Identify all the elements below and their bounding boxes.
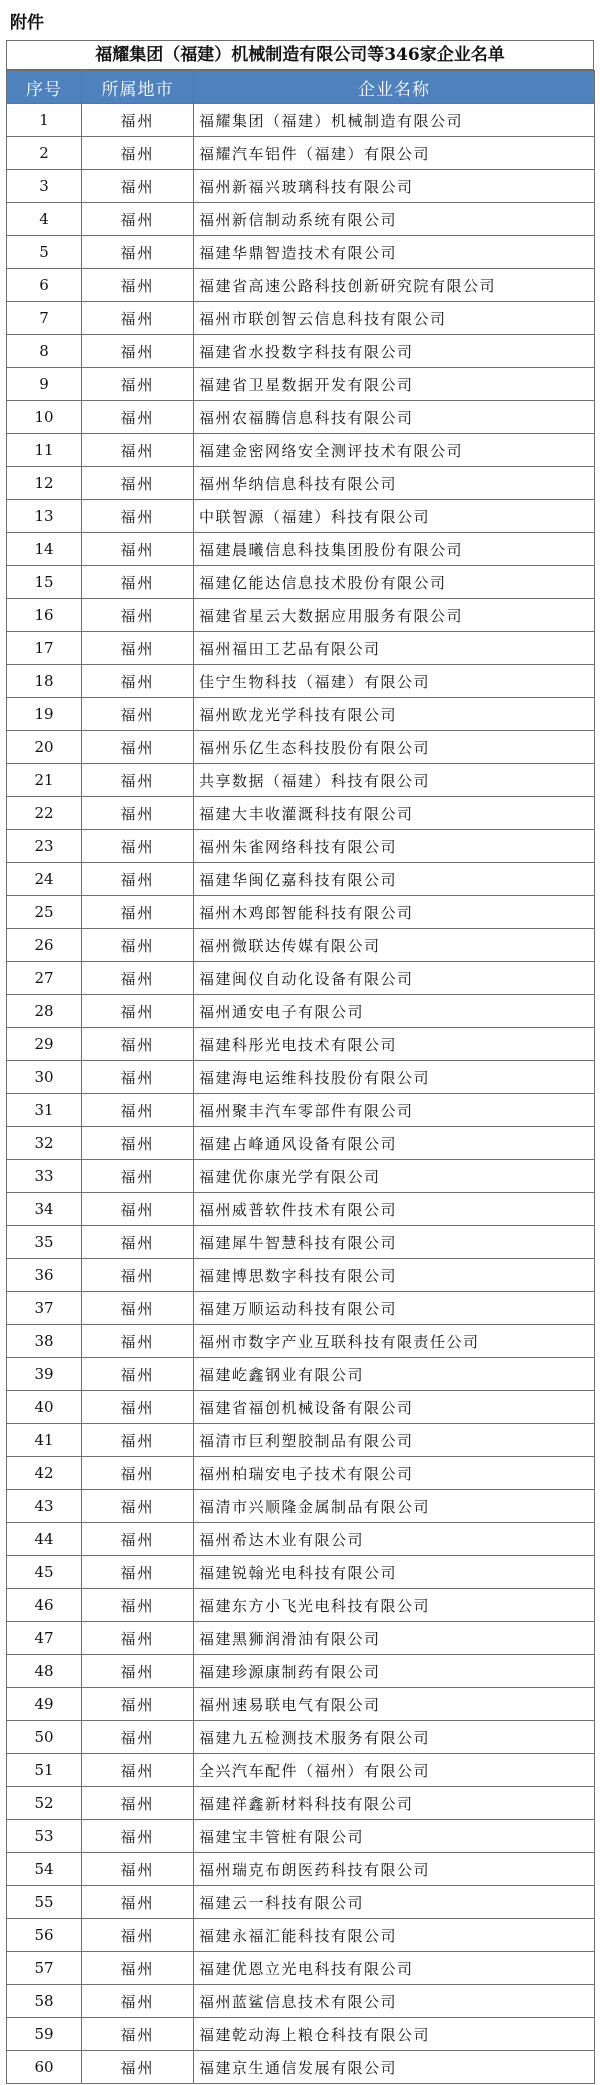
row-serial-number: 50: [7, 1721, 82, 1754]
row-company-name: 福建金密网络安全测评技术有限公司: [194, 434, 595, 467]
row-company-name: 福建优恩立光电科技有限公司: [194, 1952, 595, 1985]
table-row: [7, 1061, 595, 1094]
row-serial-number: 5: [7, 236, 82, 269]
row-company-name: 福建科彤光电技术有限公司: [194, 1028, 595, 1061]
row-serial-number: 13: [7, 500, 82, 533]
table-row: [7, 236, 595, 269]
row-company-name: 福建锐翰光电科技有限公司: [194, 1556, 595, 1589]
table-row: [7, 1820, 595, 1853]
row-city: 福州: [82, 1457, 194, 1490]
row-serial-number: 25: [7, 896, 82, 929]
row-serial-number: 43: [7, 1490, 82, 1523]
row-serial-number: 19: [7, 698, 82, 731]
row-city: 福州: [82, 929, 194, 962]
row-company-name: 福耀汽车铝件（福建）有限公司: [194, 137, 595, 170]
row-city: 福州: [82, 1193, 194, 1226]
row-serial-number: 9: [7, 368, 82, 401]
table-header-row: [7, 71, 595, 104]
row-city: 福州: [82, 1655, 194, 1688]
row-company-name: 福州通安电子有限公司: [194, 995, 595, 1028]
row-city: 福州: [82, 1160, 194, 1193]
row-serial-number: 29: [7, 1028, 82, 1061]
row-company-name: 福州市数字产业互联科技有限责任公司: [194, 1325, 595, 1358]
row-serial-number: 16: [7, 599, 82, 632]
row-company-name: 福清市巨利塑胶制品有限公司: [194, 1424, 595, 1457]
row-serial-number: 24: [7, 863, 82, 896]
row-serial-number: 15: [7, 566, 82, 599]
row-serial-number: 32: [7, 1127, 82, 1160]
row-serial-number: 22: [7, 797, 82, 830]
table-row: [7, 566, 595, 599]
row-company-name: 福州柏瑞安电子技术有限公司: [194, 1457, 595, 1490]
row-city: 福州: [82, 467, 194, 500]
table-row: [7, 1358, 595, 1391]
table-row: [7, 1424, 595, 1457]
row-company-name: 福建宝丰管桩有限公司: [194, 1820, 595, 1853]
row-city: 福州: [82, 764, 194, 797]
table-row: [7, 1886, 595, 1919]
row-city: 福州: [82, 830, 194, 863]
row-company-name: 福建大丰收灌溉科技有限公司: [194, 797, 595, 830]
row-serial-number: 1: [7, 104, 82, 137]
row-city: 福州: [82, 1391, 194, 1424]
row-serial-number: 35: [7, 1226, 82, 1259]
row-company-name: 全兴汽车配件（福州）有限公司: [194, 1754, 595, 1787]
row-city: 福州: [82, 170, 194, 203]
row-company-name: 福建博思数字科技有限公司: [194, 1259, 595, 1292]
table-row: [7, 500, 595, 533]
row-company-name: 福建京生通信发展有限公司: [194, 2051, 595, 2084]
row-company-name: 佳宁生物科技（福建）有限公司: [194, 665, 595, 698]
row-company-name: 福建永福汇能科技有限公司: [194, 1919, 595, 1952]
row-serial-number: 12: [7, 467, 82, 500]
table-row: [7, 1226, 595, 1259]
row-city: 福州: [82, 698, 194, 731]
row-company-name: 福清市兴顺隆金属制品有限公司: [194, 1490, 595, 1523]
row-city: 福州: [82, 203, 194, 236]
table-row: [7, 1622, 595, 1655]
row-serial-number: 7: [7, 302, 82, 335]
row-city: 福州: [82, 434, 194, 467]
table-row: [7, 533, 595, 566]
row-city: 福州: [82, 335, 194, 368]
table-row: [7, 896, 595, 929]
row-city: 福州: [82, 1490, 194, 1523]
row-company-name: 共享数据（福建）科技有限公司: [194, 764, 595, 797]
row-company-name: 福建华闽亿嘉科技有限公司: [194, 863, 595, 896]
row-serial-number: 30: [7, 1061, 82, 1094]
row-serial-number: 18: [7, 665, 82, 698]
row-serial-number: 49: [7, 1688, 82, 1721]
row-city: 福州: [82, 1226, 194, 1259]
row-company-name: 福州新信制动系统有限公司: [194, 203, 595, 236]
row-serial-number: 33: [7, 1160, 82, 1193]
row-city: 福州: [82, 302, 194, 335]
row-serial-number: 41: [7, 1424, 82, 1457]
row-serial-number: 10: [7, 401, 82, 434]
row-serial-number: 46: [7, 1589, 82, 1622]
table-row: [7, 1589, 595, 1622]
row-serial-number: 54: [7, 1853, 82, 1886]
row-serial-number: 27: [7, 962, 82, 995]
row-serial-number: 26: [7, 929, 82, 962]
row-company-name: 福建省星云大数据应用服务有限公司: [194, 599, 595, 632]
table-row: [7, 2018, 595, 2051]
row-city: 福州: [82, 368, 194, 401]
row-company-name: 福建省水投数字科技有限公司: [194, 335, 595, 368]
table-row: [7, 1028, 595, 1061]
table-body: [7, 104, 595, 2084]
row-city: 福州: [82, 632, 194, 665]
document-title: 福耀集团（福建）机械制造有限公司等346家企业名单: [6, 40, 594, 70]
row-company-name: 福建祥鑫新材料科技有限公司: [194, 1787, 595, 1820]
table-row: [7, 1985, 595, 2018]
row-city: 福州: [82, 1127, 194, 1160]
row-serial-number: 4: [7, 203, 82, 236]
row-serial-number: 34: [7, 1193, 82, 1226]
row-company-name: 福建九五检测技术服务有限公司: [194, 1721, 595, 1754]
row-city: 福州: [82, 401, 194, 434]
row-company-name: 福州新福兴玻璃科技有限公司: [194, 170, 595, 203]
row-company-name: 福州木鸡郎智能科技有限公司: [194, 896, 595, 929]
table-row: [7, 104, 595, 137]
row-company-name: 福州聚丰汽车零部件有限公司: [194, 1094, 595, 1127]
row-serial-number: 8: [7, 335, 82, 368]
row-city: 福州: [82, 1028, 194, 1061]
row-company-name: 福州乐亿生态科技股份有限公司: [194, 731, 595, 764]
row-company-name: 福建黑狮润滑油有限公司: [194, 1622, 595, 1655]
row-city: 福州: [82, 1523, 194, 1556]
table-row: [7, 170, 595, 203]
row-serial-number: 31: [7, 1094, 82, 1127]
row-serial-number: 37: [7, 1292, 82, 1325]
table-row: [7, 1853, 595, 1886]
row-serial-number: 59: [7, 2018, 82, 2051]
row-city: 福州: [82, 896, 194, 929]
row-company-name: 福州蓝鲨信息技术有限公司: [194, 1985, 595, 2018]
row-company-name: 福建犀牛智慧科技有限公司: [194, 1226, 595, 1259]
table-row: [7, 467, 595, 500]
table-row: [7, 1919, 595, 1952]
row-serial-number: 39: [7, 1358, 82, 1391]
row-city: 福州: [82, 797, 194, 830]
row-serial-number: 47: [7, 1622, 82, 1655]
enterprise-table: [6, 70, 595, 2084]
row-company-name: 福建屹鑫钢业有限公司: [194, 1358, 595, 1391]
row-city: 福州: [82, 1589, 194, 1622]
row-serial-number: 6: [7, 269, 82, 302]
header-serial-number: 序号: [7, 71, 82, 104]
table-row: [7, 1325, 595, 1358]
row-city: 福州: [82, 731, 194, 764]
row-serial-number: 45: [7, 1556, 82, 1589]
table-row: [7, 1391, 595, 1424]
table-row: [7, 665, 595, 698]
row-serial-number: 38: [7, 1325, 82, 1358]
row-serial-number: 56: [7, 1919, 82, 1952]
table-row: [7, 1292, 595, 1325]
row-city: 福州: [82, 566, 194, 599]
row-company-name: 福州市联创智云信息科技有限公司: [194, 302, 595, 335]
table-row: [7, 1688, 595, 1721]
row-company-name: 福耀集团（福建）机械制造有限公司: [194, 104, 595, 137]
row-city: 福州: [82, 863, 194, 896]
table-row: [7, 368, 595, 401]
row-city: 福州: [82, 1061, 194, 1094]
row-city: 福州: [82, 1853, 194, 1886]
row-city: 福州: [82, 1292, 194, 1325]
row-company-name: 福建优你康光学有限公司: [194, 1160, 595, 1193]
row-company-name: 福州希达木业有限公司: [194, 1523, 595, 1556]
row-city: 福州: [82, 104, 194, 137]
row-city: 福州: [82, 995, 194, 1028]
table-row: [7, 731, 595, 764]
row-city: 福州: [82, 1556, 194, 1589]
row-serial-number: 36: [7, 1259, 82, 1292]
table-row: [7, 401, 595, 434]
row-city: 福州: [82, 1688, 194, 1721]
row-city: 福州: [82, 1358, 194, 1391]
row-city: 福州: [82, 1721, 194, 1754]
row-serial-number: 60: [7, 2051, 82, 2084]
row-serial-number: 23: [7, 830, 82, 863]
row-city: 福州: [82, 1787, 194, 1820]
table-row: [7, 962, 595, 995]
row-city: 福州: [82, 665, 194, 698]
row-serial-number: 28: [7, 995, 82, 1028]
row-serial-number: 40: [7, 1391, 82, 1424]
row-serial-number: 44: [7, 1523, 82, 1556]
header-company-name: 企业名称: [194, 71, 595, 104]
table-row: [7, 1490, 595, 1523]
row-city: 福州: [82, 1919, 194, 1952]
table-row: [7, 1952, 595, 1985]
row-company-name: 福州威普软件技术有限公司: [194, 1193, 595, 1226]
row-serial-number: 14: [7, 533, 82, 566]
row-company-name: 福建占峰通风设备有限公司: [194, 1127, 595, 1160]
row-city: 福州: [82, 2018, 194, 2051]
row-city: 福州: [82, 500, 194, 533]
table-row: [7, 137, 595, 170]
table-row: [7, 1787, 595, 1820]
row-company-name: 福州农福腾信息科技有限公司: [194, 401, 595, 434]
row-company-name: 福建省福创机械设备有限公司: [194, 1391, 595, 1424]
table-row: [7, 797, 595, 830]
table-row: [7, 1259, 595, 1292]
table-row: [7, 599, 595, 632]
row-company-name: 福建万顺运动科技有限公司: [194, 1292, 595, 1325]
row-company-name: 福建晨曦信息科技集团股份有限公司: [194, 533, 595, 566]
row-city: 福州: [82, 2051, 194, 2084]
row-serial-number: 53: [7, 1820, 82, 1853]
row-company-name: 中联智源（福建）科技有限公司: [194, 500, 595, 533]
row-city: 福州: [82, 1886, 194, 1919]
table-row: [7, 269, 595, 302]
row-city: 福州: [82, 269, 194, 302]
row-city: 福州: [82, 236, 194, 269]
table-row: [7, 632, 595, 665]
row-serial-number: 58: [7, 1985, 82, 2018]
header-city: 所属地市: [82, 71, 194, 104]
row-company-name: 福建亿能达信息技术股份有限公司: [194, 566, 595, 599]
row-serial-number: 57: [7, 1952, 82, 1985]
table-row: [7, 1523, 595, 1556]
row-city: 福州: [82, 1754, 194, 1787]
row-city: 福州: [82, 599, 194, 632]
row-serial-number: 42: [7, 1457, 82, 1490]
row-company-name: 福州朱雀网络科技有限公司: [194, 830, 595, 863]
row-city: 福州: [82, 1325, 194, 1358]
row-company-name: 福建海电运维科技股份有限公司: [194, 1061, 595, 1094]
row-city: 福州: [82, 1094, 194, 1127]
row-city: 福州: [82, 1820, 194, 1853]
row-company-name: 福建华鼎智造技术有限公司: [194, 236, 595, 269]
table-row: [7, 1457, 595, 1490]
row-city: 福州: [82, 533, 194, 566]
row-serial-number: 11: [7, 434, 82, 467]
table-row: [7, 995, 595, 1028]
row-serial-number: 17: [7, 632, 82, 665]
table-row: [7, 1721, 595, 1754]
row-city: 福州: [82, 1424, 194, 1457]
table-row: [7, 830, 595, 863]
table-row: [7, 1754, 595, 1787]
table-row: [7, 929, 595, 962]
row-serial-number: 51: [7, 1754, 82, 1787]
row-city: 福州: [82, 1259, 194, 1292]
table-row: [7, 1127, 595, 1160]
row-company-name: 福州速易联电气有限公司: [194, 1688, 595, 1721]
row-company-name: 福建省高速公路科技创新研究院有限公司: [194, 269, 595, 302]
row-city: 福州: [82, 962, 194, 995]
table-row: [7, 1193, 595, 1226]
row-serial-number: 20: [7, 731, 82, 764]
row-serial-number: 21: [7, 764, 82, 797]
row-company-name: 福州微联达传媒有限公司: [194, 929, 595, 962]
row-serial-number: 52: [7, 1787, 82, 1820]
table-row: [7, 1556, 595, 1589]
table-row: [7, 1094, 595, 1127]
row-serial-number: 48: [7, 1655, 82, 1688]
row-company-name: 福州华纳信息科技有限公司: [194, 467, 595, 500]
row-company-name: 福建乾动海上粮仓科技有限公司: [194, 2018, 595, 2051]
row-city: 福州: [82, 1952, 194, 1985]
table-row: [7, 1160, 595, 1193]
row-serial-number: 55: [7, 1886, 82, 1919]
table-row: [7, 2051, 595, 2084]
attachment-label: 附件: [10, 13, 44, 33]
row-company-name: 福建闽仪自动化设备有限公司: [194, 962, 595, 995]
row-city: 福州: [82, 1985, 194, 2018]
table-row: [7, 1655, 595, 1688]
row-company-name: 福建东方小飞光电科技有限公司: [194, 1589, 595, 1622]
table-row: [7, 698, 595, 731]
row-serial-number: 3: [7, 170, 82, 203]
row-company-name: 福州瑞克布朗医药科技有限公司: [194, 1853, 595, 1886]
table-row: [7, 764, 595, 797]
row-company-name: 福州福田工艺品有限公司: [194, 632, 595, 665]
table-row: [7, 302, 595, 335]
table-row: [7, 335, 595, 368]
row-company-name: 福建珍源康制药有限公司: [194, 1655, 595, 1688]
table-row: [7, 203, 595, 236]
row-company-name: 福建省卫星数据开发有限公司: [194, 368, 595, 401]
table-row: [7, 863, 595, 896]
table-row: [7, 434, 595, 467]
row-serial-number: 2: [7, 137, 82, 170]
row-city: 福州: [82, 1622, 194, 1655]
row-company-name: 福建云一科技有限公司: [194, 1886, 595, 1919]
row-company-name: 福州欧龙光学科技有限公司: [194, 698, 595, 731]
row-city: 福州: [82, 137, 194, 170]
